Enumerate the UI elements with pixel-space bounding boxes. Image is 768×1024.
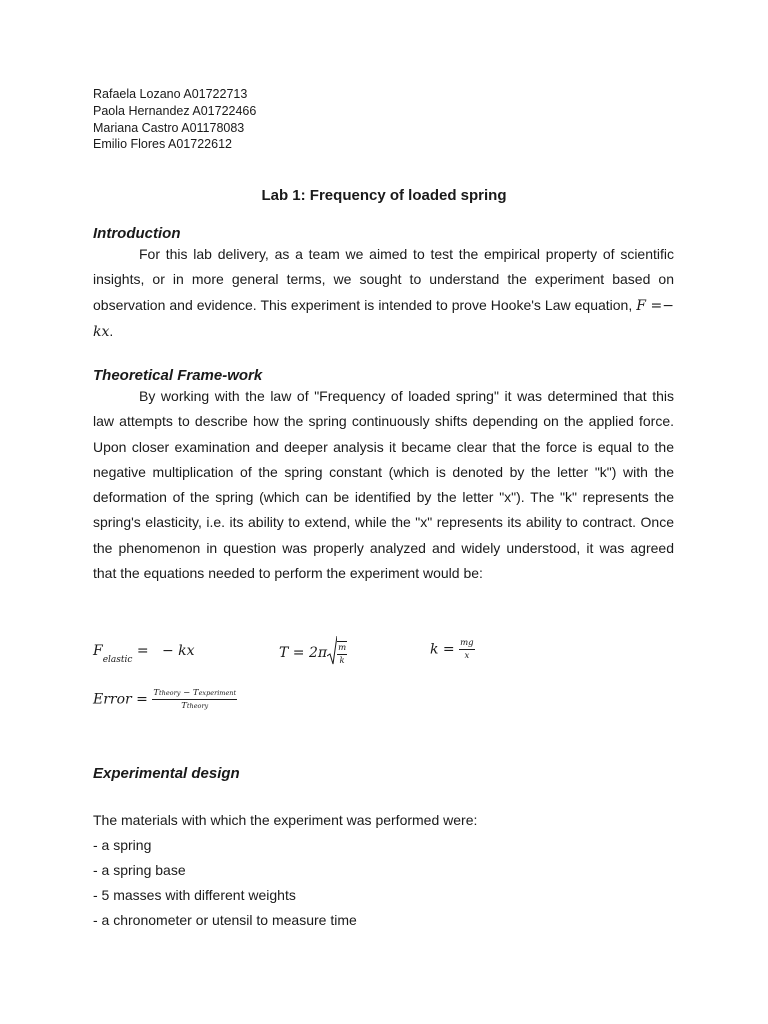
materials-list <box>93 808 477 933</box>
t-theory-subscript: theory <box>159 689 181 697</box>
error-fraction <box>152 688 237 711</box>
document-title: Lab 1: Frequency of loaded spring <box>261 187 507 204</box>
sqrt-icon <box>327 636 337 670</box>
introduction-text: For this lab delivery, as a team we aimed to test the empirical property of scientific insights, or in more general terms, we sought to understand the experiment based on observation and evidence. This experiment is intended to prove Hooke's Law equation, <box>93 246 674 313</box>
period-lhs: T = 2π <box>279 645 328 661</box>
k-fraction <box>459 638 475 661</box>
author-line: Rafaela Lozano A01722713 <box>93 87 248 101</box>
author-line: Paola Hernandez A01722466 <box>93 103 257 118</box>
list-item: - a chronometer or utensil to measure time <box>93 912 357 928</box>
theory-paragraph <box>93 384 674 586</box>
error-numerator <box>152 688 237 700</box>
force-equation <box>93 643 195 665</box>
k-denominator: x <box>464 651 470 661</box>
t-experiment-symbol: T <box>192 688 199 698</box>
hooke-equation: F =− kx <box>93 297 674 340</box>
theory-text: By working with the law of "Frequency of loaded spring" it was determined that this law attempts to describe how the spring continuously shifts depending on the applied force. Upon closer examination and deeper analysis it became clear that the force is equal to the negative multiplication of the spring constant (which is denoted by the letter "k") with the deformation of the spring (which can be identified by the letter "x"). The "k" represents the spring's elasticity, i.e. its ability to extend, while the "x" represents its ability to contract. Once the phenomenon in question was properly analyzed and widely understood, it was agreed that the equations needed to perform the experiment would be: <box>93 388 674 582</box>
list-item: - 5 masses with different weights <box>93 887 296 903</box>
force-rhs: = − kx <box>136 643 195 659</box>
error-denominator <box>152 700 237 711</box>
k-lhs: k = <box>430 641 455 658</box>
t-theory-symbol: T <box>153 688 160 698</box>
k-numerator: mg <box>460 638 474 648</box>
k-equation <box>430 638 475 661</box>
force-subscript: elastic <box>102 655 133 665</box>
period-fraction <box>337 641 347 666</box>
period-equation <box>279 636 347 670</box>
force-symbol: F <box>93 643 103 659</box>
error-lhs: Error = <box>93 691 148 708</box>
introduction-heading: Introduction <box>93 225 181 242</box>
author-line: Mariana Castro A01178083 <box>93 120 245 135</box>
introduction-end: . <box>109 322 114 339</box>
t-theory-symbol: T <box>181 701 187 711</box>
author-list <box>93 86 256 153</box>
period-numerator: m <box>338 642 347 653</box>
error-equation <box>93 688 237 711</box>
theory-heading: Theoretical Frame-work <box>93 367 263 384</box>
materials-intro: The materials with which the experiment was performed were: <box>93 812 478 828</box>
t-experiment-subscript: experiment <box>198 689 237 697</box>
period-denominator: k <box>339 655 345 666</box>
introduction-paragraph <box>93 242 674 345</box>
design-heading: Experimental design <box>93 765 240 782</box>
list-item: - a spring base <box>93 862 186 878</box>
t-theory-subscript: theory <box>186 702 209 710</box>
minus-sign: − <box>180 688 193 698</box>
list-item: - a spring <box>93 837 152 853</box>
author-line: Emilio Flores A01722612 <box>93 137 232 152</box>
